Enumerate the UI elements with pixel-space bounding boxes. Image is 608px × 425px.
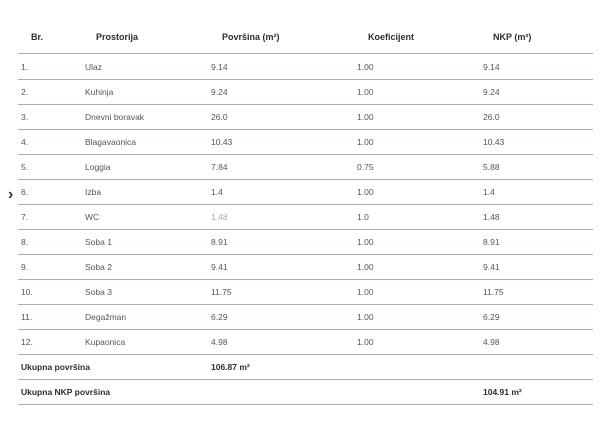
- cell-nkp: 1.4: [483, 187, 495, 197]
- cell-coefficient: 1.00: [357, 112, 374, 122]
- cell-room: Soba 2: [85, 262, 112, 272]
- cell-area: 26.0: [211, 112, 228, 122]
- header-room: Prostorija: [96, 32, 139, 42]
- table-row: [18, 180, 593, 205]
- table-row: [18, 305, 593, 330]
- total-area-row: [18, 355, 593, 380]
- table-row: [18, 255, 593, 280]
- cell-room: Soba 1: [85, 237, 112, 247]
- cell-number: 11.: [21, 312, 33, 322]
- header-divider: [18, 53, 593, 54]
- cell-number: 8.: [21, 237, 29, 247]
- table-row: [18, 230, 593, 255]
- total-area-label: Ukupna površina: [21, 362, 90, 372]
- table-row: [18, 330, 593, 355]
- cell-nkp: 6.29: [483, 312, 500, 322]
- table-row: [18, 80, 593, 105]
- cell-area: 7.84: [211, 162, 228, 172]
- cell-room: Soba 3: [85, 287, 112, 297]
- cell-number: 7.: [21, 212, 29, 222]
- table-body: [18, 55, 593, 355]
- header-area: Površina (m²): [222, 32, 280, 42]
- cell-nkp: 1.48: [483, 212, 500, 222]
- cell-nkp: 9.14: [483, 62, 500, 72]
- cell-room: Ulaz: [85, 62, 103, 72]
- header-number: Br.: [31, 32, 44, 42]
- cell-number: 5.: [21, 162, 29, 172]
- header-coefficient: Koeficijent: [368, 32, 415, 42]
- room-area-table: [18, 26, 593, 405]
- cell-coefficient: 1.00: [357, 287, 374, 297]
- total-nkp-value: 104.91 m²: [483, 387, 522, 397]
- cell-coefficient: 1.00: [357, 137, 374, 147]
- total-nkp-row: [18, 380, 593, 405]
- cell-nkp: 11.75: [483, 287, 504, 297]
- cell-coefficient: 1.00: [357, 337, 374, 347]
- cell-coefficient: 1.00: [357, 87, 374, 97]
- cell-number: 1.: [21, 62, 29, 72]
- cell-area: 8.91: [211, 237, 228, 247]
- cell-coefficient: 1.00: [357, 237, 374, 247]
- cell-area: 1.48: [211, 212, 228, 222]
- total-area-value: 106.87 m²: [211, 362, 250, 372]
- cell-area: 9.14: [211, 62, 228, 72]
- table-row: [18, 280, 593, 305]
- table-row: [18, 55, 593, 80]
- cell-room: Kupaonica: [85, 337, 126, 347]
- cell-coefficient: 1.0: [357, 212, 369, 222]
- cell-coefficient: 1.00: [357, 62, 374, 72]
- cell-nkp: 10.43: [483, 137, 505, 147]
- header-nkp: NKP (m²): [493, 32, 532, 42]
- cell-nkp: 9.41: [483, 262, 500, 272]
- cell-number: 12.: [21, 337, 33, 347]
- chevron-right-icon[interactable]: ›: [8, 186, 14, 203]
- cell-area: 6.29: [211, 312, 228, 322]
- cell-nkp: 8.91: [483, 237, 500, 247]
- table-row: [18, 105, 593, 130]
- cell-room: Degažman: [85, 312, 127, 322]
- cell-coefficient: 1.00: [357, 312, 374, 322]
- cell-area: 9.41: [211, 262, 228, 272]
- cell-nkp: 9.24: [483, 87, 500, 97]
- cell-room: Izba: [85, 187, 102, 197]
- table-row: [18, 130, 593, 155]
- cell-nkp: 5.88: [483, 162, 500, 172]
- cell-room: Blagavaonica: [85, 137, 137, 147]
- cell-room: Kuhinja: [85, 87, 114, 97]
- cell-number: 9.: [21, 262, 29, 272]
- cell-coefficient: 0.75: [357, 162, 374, 172]
- cell-number: 3.: [21, 112, 29, 122]
- cell-nkp: 4.98: [483, 337, 500, 347]
- cell-room: Dnevni boravak: [85, 112, 145, 122]
- cell-area: 1.4: [211, 187, 223, 197]
- cell-area: 10.43: [211, 137, 233, 147]
- cell-room: WC: [85, 212, 100, 222]
- cell-area: 9.24: [211, 87, 228, 97]
- cell-number: 6.: [21, 187, 29, 197]
- cell-area: 4.98: [211, 337, 228, 347]
- cell-room: Loggia: [85, 162, 111, 172]
- cell-coefficient: 1.00: [357, 187, 374, 197]
- cell-nkp: 26.0: [483, 112, 500, 122]
- table-row: [18, 205, 593, 230]
- table-header: [18, 26, 593, 54]
- table-row: [18, 155, 593, 180]
- cell-number: 2.: [21, 87, 29, 97]
- cell-number: 4.: [21, 137, 29, 147]
- cell-number: 10.: [21, 287, 33, 297]
- cell-coefficient: 1.00: [357, 262, 374, 272]
- cell-area: 11.75: [211, 287, 232, 297]
- total-nkp-label: Ukupna NKP površina: [21, 387, 111, 397]
